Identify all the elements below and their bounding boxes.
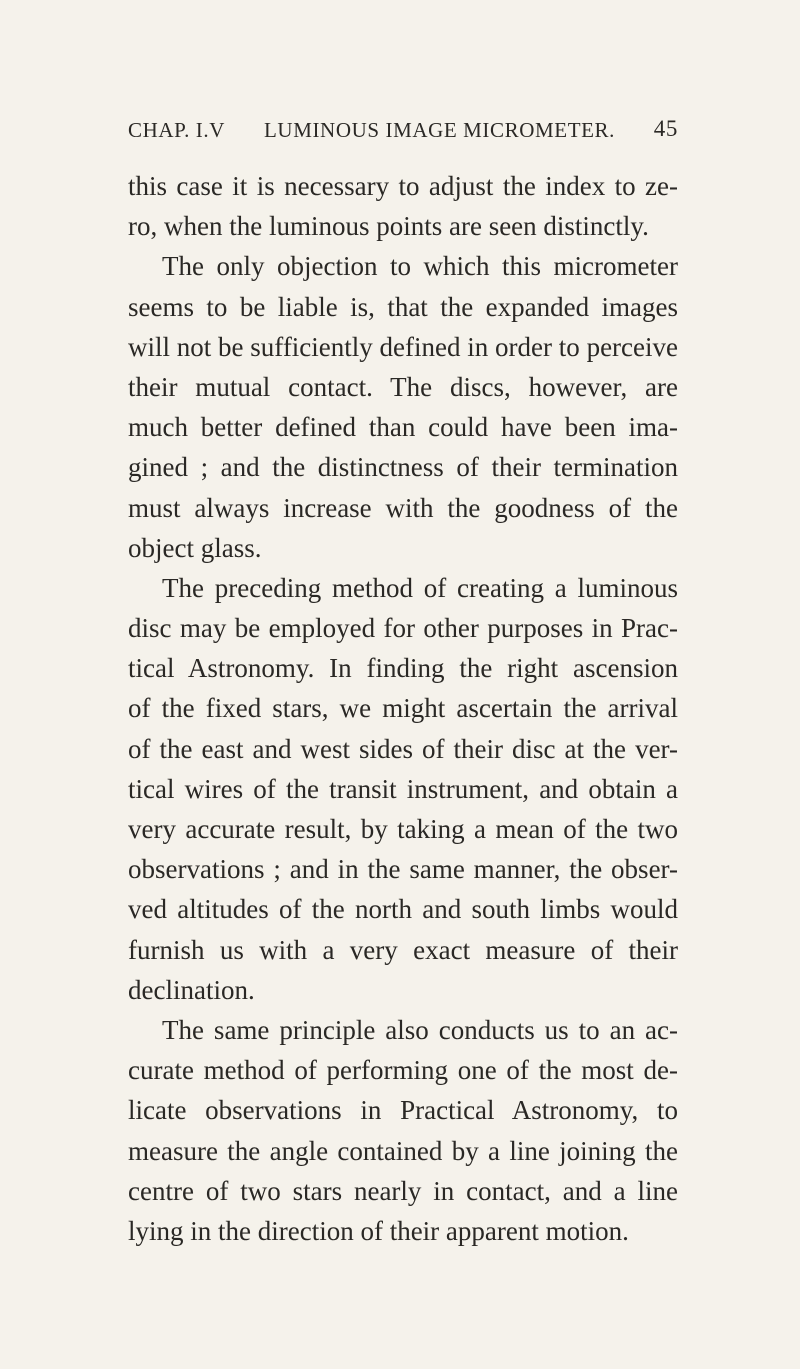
text-line: The same principle also conducts us to an ac- <box>162 1014 678 1045</box>
text-line: must always increase with the goodness of the <box>128 492 678 523</box>
text-line: will not be sufficiently defined in order to perceive <box>128 331 678 362</box>
text-line: lying in the direction of their apparent motion. <box>128 1215 629 1246</box>
text-line: The preceding method of creating a luminous <box>162 572 678 603</box>
text-line: ro, when the luminous points are seen distinctly. <box>128 211 649 242</box>
text-line: of the fixed stars, we might ascertain the arrival <box>128 693 678 724</box>
text-line: tical Astronomy. In finding the right ascension <box>128 653 678 684</box>
text-line: observations ; and in the same manner, the obser- <box>128 854 678 885</box>
text-line: object glass. <box>128 532 262 563</box>
running-title: LUMINOUS IMAGE MICROMETER. <box>264 118 616 142</box>
text-line: their mutual contact. The discs, however, are <box>128 371 678 402</box>
text-line: disc may be employed for other purposes in Prac- <box>128 613 678 644</box>
text-line: curate method of performing one of the most de- <box>128 1055 678 1086</box>
text-line: very accurate result, by taking a mean of the two <box>128 814 678 844</box>
text-line: this case it is necessary to adjust the index to ze- <box>128 171 678 201</box>
text-line: The only objection to which this micrometer <box>162 251 678 282</box>
text-line: much better defined than could have been ima- <box>128 412 678 443</box>
page-number: 45 <box>653 116 678 141</box>
text-line: furnish us with a very exact measure of their <box>128 934 678 965</box>
text-line: of the east and west sides of their disc at the ver- <box>128 733 678 764</box>
text-line: seems to be liable is, that the expanded images <box>128 291 678 322</box>
text-line: declination. <box>128 974 255 1005</box>
body-text <box>128 166 678 1251</box>
running-head <box>128 118 678 148</box>
text-line: ved altitudes of the north and south limbs would <box>128 894 678 925</box>
text-line: licate observations in Practical Astronomy, to <box>128 1095 678 1126</box>
text-line: gined ; and the distinctness of their termination <box>128 452 678 483</box>
text-line: measure the angle contained by a line joining the <box>128 1135 678 1166</box>
chapter-label: CHAP. I.V <box>128 118 225 142</box>
text-line: tical wires of the transit instrument, and obtain a <box>128 773 678 804</box>
text-line: centre of two stars nearly in contact, and a line <box>128 1175 678 1206</box>
